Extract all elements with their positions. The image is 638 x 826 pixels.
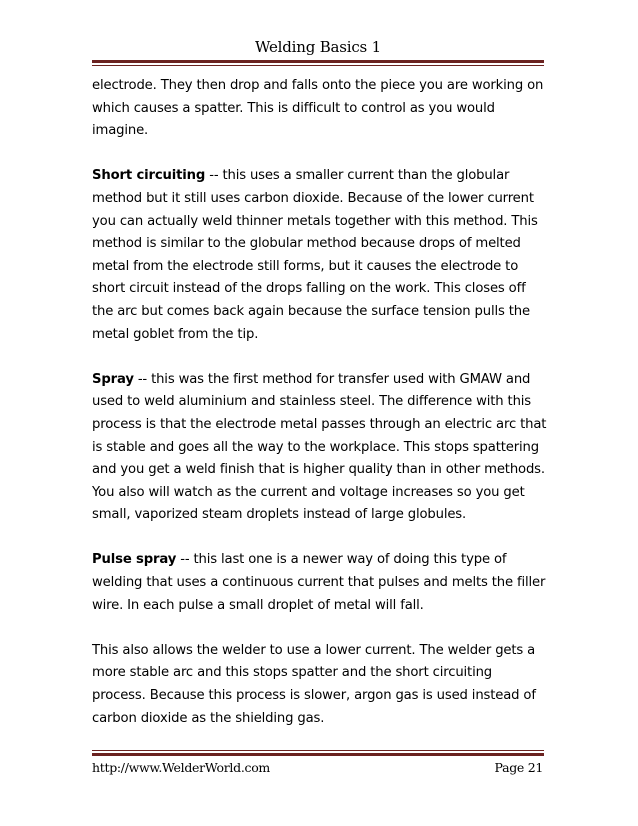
- pulse-spray-paragraph: [92, 549, 548, 617]
- document-body: [92, 75, 548, 730]
- spray-paragraph: [92, 369, 548, 527]
- intro-paragraph: [92, 75, 548, 143]
- intro-text: electrode. They then drop and falls onto the piece you are working on which causes a spatter. This is difficult to control as you would imagine.: [92, 78, 544, 139]
- short-circuiting-term: Short circuiting: [92, 168, 206, 184]
- footer-rule-thick: [92, 753, 544, 756]
- page-header-title: Welding Basics 1: [255, 38, 381, 56]
- header-rule-thick: [92, 60, 544, 63]
- short-circuiting-paragraph: [92, 165, 548, 346]
- page-number: Page 21: [494, 760, 543, 775]
- closing-paragraph: [92, 640, 548, 730]
- footer-url[interactable]: http://www.WelderWorld.com: [92, 760, 270, 775]
- pulse-spray-term: Pulse spray: [92, 552, 177, 568]
- spray-term: Spray: [92, 371, 134, 387]
- spray-text: -- this was the first method for transfer used with GMAW and used to weld aluminium and stainless steel. The difference with this process is that the electrode metal passes through an electric arc that is stable and goes all the way to the workplace. This stops spattering and you get a weld finish that is higher quality than in other methods. You also will watch as the current and voltage increases so you get small, vaporized steam droplets instead of large globules.: [92, 371, 547, 523]
- closing-text: This also allows the welder to use a lower current. The welder gets a more stable arc and this stops spatter and the short circuiting process. Because this process is slower, argon gas is used instead of carbon dioxide as the shielding gas.: [92, 642, 536, 726]
- pulse-spray-text: -- this last one is a newer way of doing this type of welding that uses a continuous current that pulses and melts the filler wire. In each pulse a small droplet of metal will fall.: [92, 552, 546, 613]
- footer-rule-thin: [92, 750, 544, 751]
- header-rule-thin: [92, 65, 544, 66]
- short-circuiting-text: -- this uses a smaller current than the globular method but it still uses carbon dioxide. Because of the lower current you can actually weld thinner metals together with this method. This method is similar to the globular method because drops of melted metal from the electrode still forms, but it causes the electrode to short circuit instead of the drops falling on the work. This closes off the arc but comes back again because the surface tension pulls the metal goblet from the tip.: [92, 168, 538, 342]
